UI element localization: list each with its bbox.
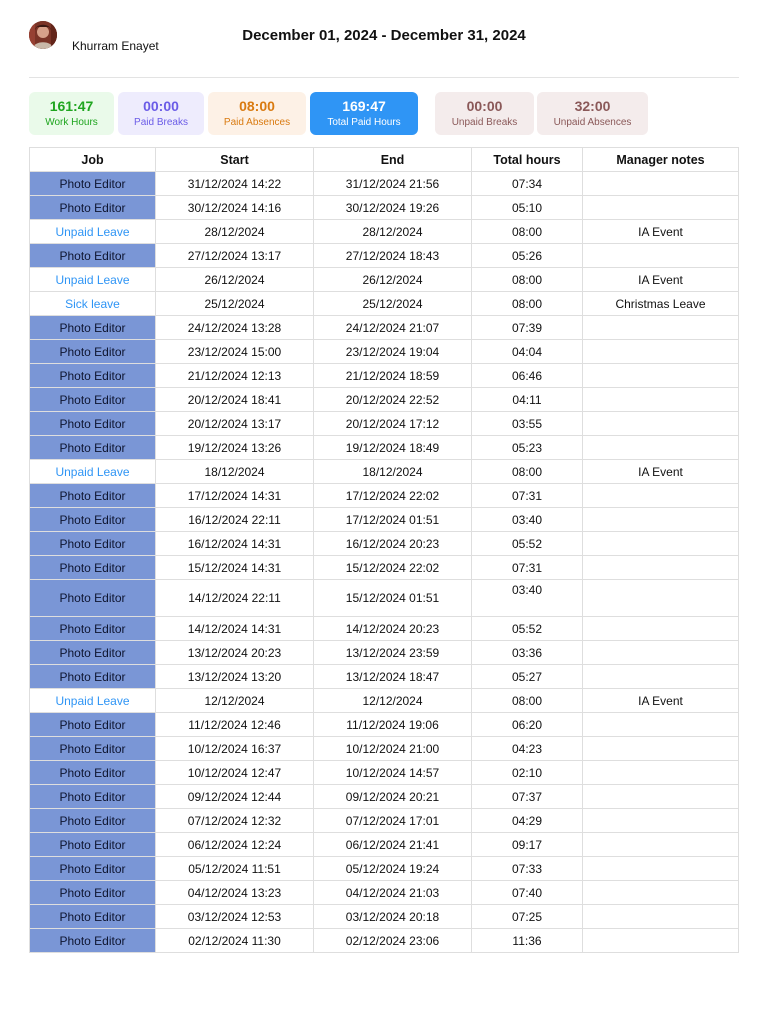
start-cell: 27/12/2024 13:17 — [156, 244, 314, 268]
end-cell: 05/12/2024 19:24 — [314, 857, 472, 881]
job-cell: Photo Editor — [30, 316, 156, 340]
manager-notes-cell: IA Event — [583, 689, 739, 713]
table-row — [30, 436, 739, 460]
job-cell: Photo Editor — [30, 929, 156, 953]
column-header-manager-notes: Manager notes — [583, 148, 739, 172]
end-cell: 04/12/2024 21:03 — [314, 881, 472, 905]
total-hours-cell: 04:23 — [472, 737, 583, 761]
column-header-total-hours: Total hours — [472, 148, 583, 172]
start-cell: 28/12/2024 — [156, 220, 314, 244]
manager-notes-cell — [583, 929, 739, 953]
end-cell: 30/12/2024 19:26 — [314, 196, 472, 220]
total-hours-cell: 07:40 — [472, 881, 583, 905]
header-divider — [29, 77, 739, 78]
table-row — [30, 737, 739, 761]
job-cell: Photo Editor — [30, 412, 156, 436]
start-cell: 20/12/2024 13:17 — [156, 412, 314, 436]
user-name: Khurram Enayet — [72, 39, 159, 53]
total-hours-cell: 06:20 — [472, 713, 583, 737]
total-hours-cell: 07:33 — [472, 857, 583, 881]
total-hours-cell: 08:00 — [472, 268, 583, 292]
start-cell: 26/12/2024 — [156, 268, 314, 292]
table-row — [30, 580, 739, 617]
stat-label: Paid Breaks — [134, 117, 188, 128]
start-cell: 25/12/2024 — [156, 292, 314, 316]
start-cell: 19/12/2024 13:26 — [156, 436, 314, 460]
total-hours-cell: 08:00 — [472, 220, 583, 244]
job-cell: Photo Editor — [30, 617, 156, 641]
end-cell: 27/12/2024 18:43 — [314, 244, 472, 268]
manager-notes-cell: IA Event — [583, 220, 739, 244]
stat-value: 00:00 — [143, 98, 179, 114]
total-hours-cell: 08:00 — [472, 689, 583, 713]
total-hours-cell: 03:40 — [472, 580, 583, 617]
job-cell: Photo Editor — [30, 641, 156, 665]
total-hours-cell: 07:25 — [472, 905, 583, 929]
manager-notes-cell — [583, 580, 739, 617]
end-cell: 02/12/2024 23:06 — [314, 929, 472, 953]
report-header — [0, 0, 768, 78]
manager-notes-cell — [583, 412, 739, 436]
manager-notes-cell — [583, 556, 739, 580]
job-cell: Photo Editor — [30, 713, 156, 737]
total-hours-cell: 06:46 — [472, 364, 583, 388]
end-cell: 13/12/2024 23:59 — [314, 641, 472, 665]
stat-paid-breaks — [118, 92, 204, 135]
job-cell: Photo Editor — [30, 857, 156, 881]
end-cell: 20/12/2024 17:12 — [314, 412, 472, 436]
report-period-text: December 01, 2024 - December 31, 2024 — [242, 27, 526, 44]
manager-notes-cell — [583, 436, 739, 460]
table-header-row — [30, 148, 739, 172]
total-hours-cell: 08:00 — [472, 460, 583, 484]
table-row — [30, 484, 739, 508]
total-hours-cell: 03:40 — [472, 508, 583, 532]
table-row — [30, 172, 739, 196]
manager-notes-cell: Christmas Leave — [583, 292, 739, 316]
end-cell: 14/12/2024 20:23 — [314, 617, 472, 641]
total-hours-cell: 04:11 — [472, 388, 583, 412]
start-cell: 31/12/2024 14:22 — [156, 172, 314, 196]
job-cell: Photo Editor — [30, 665, 156, 689]
table-row — [30, 857, 739, 881]
end-cell: 28/12/2024 — [314, 220, 472, 244]
manager-notes-cell — [583, 641, 739, 665]
manager-notes-cell — [583, 761, 739, 785]
table-row — [30, 508, 739, 532]
job-cell: Photo Editor — [30, 580, 156, 617]
table-row — [30, 316, 739, 340]
manager-notes-cell — [583, 737, 739, 761]
table-row — [30, 532, 739, 556]
total-hours-cell: 05:10 — [472, 196, 583, 220]
start-cell: 24/12/2024 13:28 — [156, 316, 314, 340]
start-cell: 16/12/2024 14:31 — [156, 532, 314, 556]
job-cell: Photo Editor — [30, 905, 156, 929]
job-cell: Photo Editor — [30, 809, 156, 833]
manager-notes-cell: IA Event — [583, 268, 739, 292]
start-cell: 07/12/2024 12:32 — [156, 809, 314, 833]
stat-value: 161:47 — [49, 98, 94, 114]
manager-notes-cell — [583, 388, 739, 412]
job-cell: Photo Editor — [30, 737, 156, 761]
table-row — [30, 761, 739, 785]
total-hours-cell: 05:23 — [472, 436, 583, 460]
job-cell: Unpaid Leave — [30, 220, 156, 244]
stat-label: Paid Absences — [223, 117, 291, 128]
manager-notes-cell — [583, 484, 739, 508]
table-row — [30, 460, 739, 484]
total-hours-cell: 04:29 — [472, 809, 583, 833]
start-cell: 10/12/2024 12:47 — [156, 761, 314, 785]
end-cell: 15/12/2024 01:51 — [314, 580, 472, 617]
table-row — [30, 340, 739, 364]
table-row — [30, 412, 739, 436]
table-row — [30, 881, 739, 905]
manager-notes-cell — [583, 713, 739, 737]
job-cell: Photo Editor — [30, 340, 156, 364]
job-cell: Unpaid Leave — [30, 268, 156, 292]
end-cell: 03/12/2024 20:18 — [314, 905, 472, 929]
timesheet-table — [29, 147, 739, 953]
table-row — [30, 785, 739, 809]
table-row — [30, 809, 739, 833]
job-cell: Photo Editor — [30, 364, 156, 388]
end-cell: 09/12/2024 20:21 — [314, 785, 472, 809]
start-cell: 09/12/2024 12:44 — [156, 785, 314, 809]
job-cell: Photo Editor — [30, 833, 156, 857]
table-row — [30, 196, 739, 220]
end-cell: 12/12/2024 — [314, 689, 472, 713]
manager-notes-cell — [583, 364, 739, 388]
table-row — [30, 617, 739, 641]
total-hours-cell: 05:52 — [472, 532, 583, 556]
end-cell: 10/12/2024 14:57 — [314, 761, 472, 785]
start-cell: 06/12/2024 12:24 — [156, 833, 314, 857]
stat-label: Total Paid Hours — [327, 117, 401, 128]
table-row — [30, 833, 739, 857]
manager-notes-cell — [583, 617, 739, 641]
end-cell: 17/12/2024 22:02 — [314, 484, 472, 508]
end-cell: 23/12/2024 19:04 — [314, 340, 472, 364]
start-cell: 12/12/2024 — [156, 689, 314, 713]
table-row — [30, 244, 739, 268]
job-cell: Photo Editor — [30, 244, 156, 268]
total-hours-cell: 05:27 — [472, 665, 583, 689]
end-cell: 21/12/2024 18:59 — [314, 364, 472, 388]
end-cell: 11/12/2024 19:06 — [314, 713, 472, 737]
start-cell: 17/12/2024 14:31 — [156, 484, 314, 508]
table-row — [30, 905, 739, 929]
job-cell: Photo Editor — [30, 196, 156, 220]
job-cell: Photo Editor — [30, 508, 156, 532]
table-row — [30, 665, 739, 689]
manager-notes-cell — [583, 340, 739, 364]
end-cell: 31/12/2024 21:56 — [314, 172, 472, 196]
total-hours-cell: 07:39 — [472, 316, 583, 340]
manager-notes-cell — [583, 857, 739, 881]
stat-value: 169:47 — [342, 98, 386, 114]
end-cell: 20/12/2024 22:52 — [314, 388, 472, 412]
start-cell: 20/12/2024 18:41 — [156, 388, 314, 412]
end-cell: 06/12/2024 21:41 — [314, 833, 472, 857]
manager-notes-cell — [583, 532, 739, 556]
end-cell: 15/12/2024 22:02 — [314, 556, 472, 580]
end-cell: 13/12/2024 18:47 — [314, 665, 472, 689]
stat-unpaid-breaks — [435, 92, 534, 135]
start-cell: 16/12/2024 22:11 — [156, 508, 314, 532]
job-cell: Unpaid Leave — [30, 689, 156, 713]
table-body — [30, 172, 739, 953]
manager-notes-cell — [583, 316, 739, 340]
column-header-job: Job — [30, 148, 156, 172]
start-cell: 04/12/2024 13:23 — [156, 881, 314, 905]
start-cell: 30/12/2024 14:16 — [156, 196, 314, 220]
stat-paid-absences — [208, 92, 306, 135]
stat-value: 08:00 — [239, 98, 275, 114]
start-cell: 21/12/2024 12:13 — [156, 364, 314, 388]
start-cell: 23/12/2024 15:00 — [156, 340, 314, 364]
end-cell: 18/12/2024 — [314, 460, 472, 484]
table-row — [30, 713, 739, 737]
manager-notes-cell: IA Event — [583, 460, 739, 484]
end-cell: 26/12/2024 — [314, 268, 472, 292]
total-hours-cell: 07:31 — [472, 556, 583, 580]
stat-value: 32:00 — [574, 98, 611, 114]
total-hours-cell: 07:31 — [472, 484, 583, 508]
manager-notes-cell — [583, 508, 739, 532]
manager-notes-cell — [583, 785, 739, 809]
start-cell: 11/12/2024 12:46 — [156, 713, 314, 737]
job-cell: Unpaid Leave — [30, 460, 156, 484]
table-row — [30, 689, 739, 713]
job-cell: Photo Editor — [30, 532, 156, 556]
job-cell: Photo Editor — [30, 388, 156, 412]
manager-notes-cell — [583, 196, 739, 220]
total-hours-cell: 08:00 — [472, 292, 583, 316]
start-cell: 02/12/2024 11:30 — [156, 929, 314, 953]
total-hours-cell: 05:26 — [472, 244, 583, 268]
total-hours-cell: 07:34 — [472, 172, 583, 196]
total-hours-cell: 03:36 — [472, 641, 583, 665]
start-cell: 15/12/2024 14:31 — [156, 556, 314, 580]
stat-label: Unpaid Breaks — [451, 117, 518, 128]
manager-notes-cell — [583, 833, 739, 857]
end-cell: 16/12/2024 20:23 — [314, 532, 472, 556]
end-cell: 10/12/2024 21:00 — [314, 737, 472, 761]
end-cell: 17/12/2024 01:51 — [314, 508, 472, 532]
stat-work-hours — [29, 92, 114, 135]
start-cell: 18/12/2024 — [156, 460, 314, 484]
job-cell: Photo Editor — [30, 761, 156, 785]
stat-label: Unpaid Absences — [553, 117, 632, 128]
job-cell: Photo Editor — [30, 484, 156, 508]
start-cell: 05/12/2024 11:51 — [156, 857, 314, 881]
job-cell: Photo Editor — [30, 172, 156, 196]
job-cell: Photo Editor — [30, 556, 156, 580]
job-cell: Photo Editor — [30, 881, 156, 905]
stat-label: Work Hours — [45, 117, 98, 128]
manager-notes-cell — [583, 665, 739, 689]
column-header-end: End — [314, 148, 472, 172]
total-hours-cell: 05:52 — [472, 617, 583, 641]
start-cell: 03/12/2024 12:53 — [156, 905, 314, 929]
total-hours-cell: 09:17 — [472, 833, 583, 857]
stat-unpaid-absences — [537, 92, 648, 135]
start-cell: 13/12/2024 13:20 — [156, 665, 314, 689]
report-period — [0, 27, 768, 44]
start-cell: 13/12/2024 20:23 — [156, 641, 314, 665]
manager-notes-cell — [583, 809, 739, 833]
end-cell: 24/12/2024 21:07 — [314, 316, 472, 340]
end-cell: 25/12/2024 — [314, 292, 472, 316]
total-hours-cell: 03:55 — [472, 412, 583, 436]
start-cell: 14/12/2024 14:31 — [156, 617, 314, 641]
job-cell: Sick leave — [30, 292, 156, 316]
total-hours-cell: 11:36 — [472, 929, 583, 953]
manager-notes-cell — [583, 244, 739, 268]
table-row — [30, 641, 739, 665]
total-hours-cell: 04:04 — [472, 340, 583, 364]
table-row — [30, 268, 739, 292]
end-cell: 07/12/2024 17:01 — [314, 809, 472, 833]
manager-notes-cell — [583, 881, 739, 905]
manager-notes-cell — [583, 172, 739, 196]
table-row — [30, 388, 739, 412]
table-row — [30, 929, 739, 953]
job-cell: Photo Editor — [30, 436, 156, 460]
manager-notes-cell — [583, 905, 739, 929]
start-cell: 14/12/2024 22:11 — [156, 580, 314, 617]
total-hours-cell: 07:37 — [472, 785, 583, 809]
end-cell: 19/12/2024 18:49 — [314, 436, 472, 460]
total-hours-cell: 02:10 — [472, 761, 583, 785]
stat-total-paid-hours — [310, 92, 418, 135]
column-header-start: Start — [156, 148, 314, 172]
stat-value: 00:00 — [466, 98, 503, 114]
job-cell: Photo Editor — [30, 785, 156, 809]
table-row — [30, 556, 739, 580]
start-cell: 10/12/2024 16:37 — [156, 737, 314, 761]
table-row — [30, 364, 739, 388]
table-row — [30, 220, 739, 244]
table-row — [30, 292, 739, 316]
